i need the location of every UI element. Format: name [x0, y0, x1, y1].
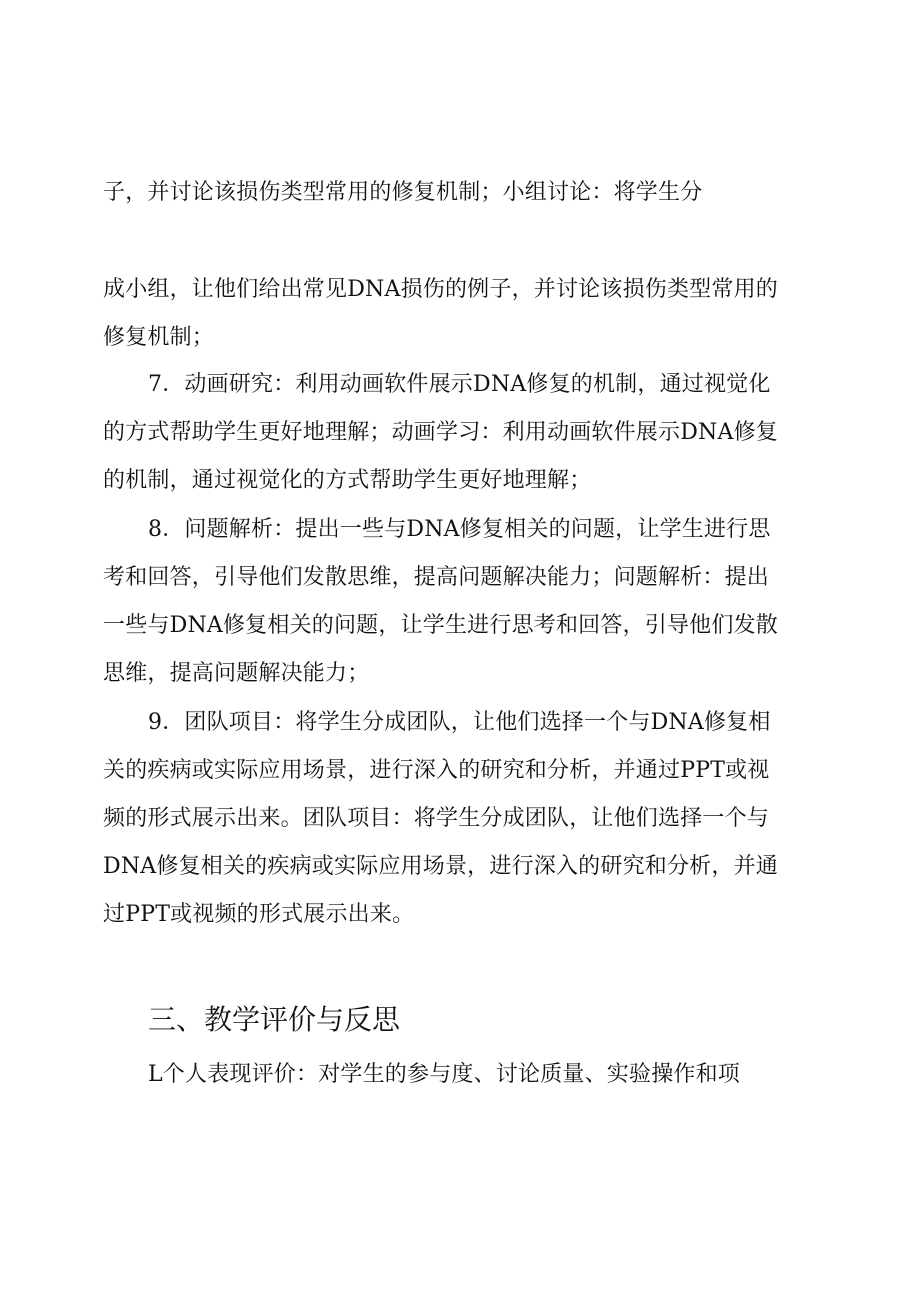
list-item-8-line-3: 一些与DNA修复相关的问题，让学生进行思考和回答，引导他们发散: [103, 613, 778, 638]
evaluation-line: L个人表现评价：对学生的参与度、讨论质量、实验操作和项: [148, 1062, 741, 1087]
list-item-7-line-2: 的方式帮助学生更好地理解；动画学习：利用动画软件展示DNA修复: [103, 420, 778, 445]
paragraph-line-2: 成小组，让他们给出常见DNA损伤的例子，并讨论该损伤类型常用的: [103, 277, 778, 302]
list-item-8-line-2: 考和回答，引导他们发散思维，提高问题解决能力；问题解析：提出: [103, 565, 770, 590]
list-item-8-line-4: 思维，提高问题解决能力；: [103, 661, 370, 686]
paragraph-line-1: 子，并讨论该损伤类型常用的修复机制；小组讨论：将学生分: [103, 180, 703, 205]
paragraph-line-3: 修复机制；: [103, 325, 215, 350]
list-item-7-line-3: 的机制，通过视觉化的方式帮助学生更好地理解；: [103, 468, 592, 493]
list-item-8-line-1: 8．问题解析：提出一些与DNA修复相关的问题，让学生进行思: [148, 517, 771, 542]
list-item-9-line-5: 过PPT或视频的形式展示出来。: [103, 902, 415, 927]
list-item-9-line-3: 频的形式展示出来。团队项目：将学生分成团队，让他们选择一个与: [103, 806, 770, 831]
list-item-9-line-2: 关的疾病或实际应用场景，进行深入的研究和分析，并通过PPT或视: [103, 758, 770, 783]
list-item-7-line-1: 7．动画研究：利用动画软件展示DNA修复的机制，通过视觉化: [148, 372, 771, 397]
list-item-9-line-4: DNA修复相关的疾病或实际应用场景，进行深入的研究和分析，并通: [103, 854, 778, 879]
section-heading: 三、教学评价与反思: [148, 1003, 401, 1036]
list-item-9-line-1: 9．团队项目：将学生分成团队，让他们选择一个与DNA修复相: [148, 710, 771, 735]
